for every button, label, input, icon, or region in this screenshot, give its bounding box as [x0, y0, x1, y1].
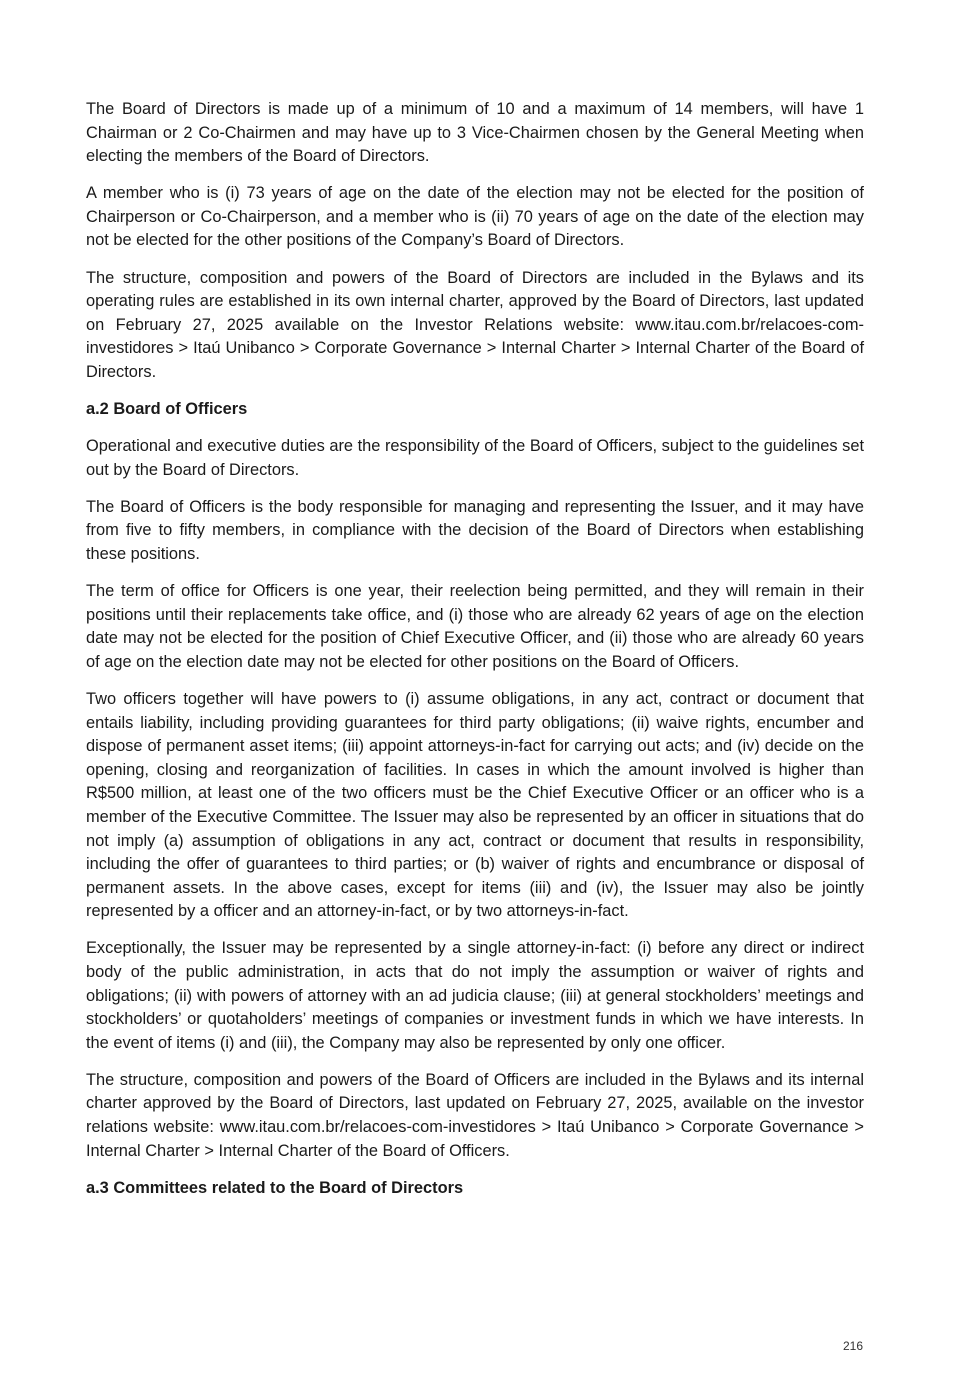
paragraph-officers-powers: Two officers together will have powers to (i) assume obligations, in any act, contract or document that entails liability, including providing guarantees for third party obligations; (ii) waive rights, encumber and dispose of permanent asset items; (iii) appoint attorneys-in-fact for carrying out acts; and (iv) decide on the opening, closing and reorganization of facilities. In cases in which the amount involved is higher than R$500 million, at least one of the two officers must be the Chief Executive Officer or an officer who is a member of the Executive Committee. The Issuer may also be represented by an officer in situations that do not imply (a) assumption of obligations in any act, contract or document that results in responsibility, including the offer of guarantees to third parties; or (b) waiver of rights and encumbrance or disposal of permanent assets. In the above cases, except for items (iii) and (iv), the Issuer may also be jointly represented by a officer and an attorney-in-fact, or by two attorneys-in-fact. [86, 689, 864, 921]
paragraph-attorney-in-fact: Exceptionally, the Issuer may be represented by a single attorney-in-fact: (i) before any direct or indirect body of the public administration, in acts that do not imply the assumption or waiver of rights and obligations; (ii) with powers of attorney with an ad judicia clause; (iii) at general stockholders’ meetings and stockholders’ or quotaholders’ meetings of companies or investment funds in which we have interests. In the event of items (i) and (iii), the Company may also be represented by only one officer. [86, 939, 864, 1052]
section-heading-board-of-officers: a.2 Board of Officers [86, 400, 248, 419]
paragraph-officers-body: The Board of Officers is the body responsible for managing and representing the Issuer, and it may have from five to fifty members, in compliance with the decision of the Board of Directors when establishing these positions. [86, 497, 864, 563]
document-body [86, 98, 864, 1214]
page-number: 216 [842, 1339, 863, 1353]
paragraph-officers-structure: The structure, composition and powers of the Board of Officers are included in the Bylaws and its internal charter approved by the Board of Directors, last updated on February 27, 2025, available on the investor relations website: www.itau.com.br/relacoes-com-investidores > Itaú Unibanco > Corporate Governance > Internal Charter > Internal Charter of the Board of Officers. [86, 1070, 864, 1160]
paragraph-officers-term: The term of office for Officers is one year, their reelection being permitted, and they will remain in their positions until their replacements take office, and (i) those who are already 62 years of age on the election date may not be elected for the position of Chief Executive Officer, and (ii) those who are already 60 years of age on the election date may not be elected for other positions on the Board of Officers. [86, 582, 864, 671]
paragraph-officers-duties: Operational and executive duties are the responsibility of the Board of Officers, subject to the guidelines set out by the Board of Directors. [86, 437, 864, 479]
paragraph-age-limits-directors: A member who is (i) 73 years of age on the date of the election may not be elected for the position of Chairperson or Co-Chairperson, and a member who is (ii) 70 years of age on the date of the election may not be elected for the other positions of the Company’s Board of Directors. [86, 184, 864, 250]
paragraph-board-composition: The Board of Directors is made up of a minimum of 10 and a maximum of 14 members, will have 1 Chairman or 2 Co-Chairmen and may have up to 3 Vice-Chairmen chosen by the General Meeting when electing the members of the Board of Directors. [86, 100, 864, 166]
paragraph-board-structure: The structure, composition and powers of the Board of Directors are included in the Bylaws and its operating rules are established in its own internal charter, approved by the Board of Directors, last updated on February 27, 2025 available on the Investor Relations website: www.itau.com.br/relacoes-com-investidores > Itaú Unibanco > Corporate Governance > Internal Charter > Internal Charter of the Board of Directors. [86, 268, 864, 381]
section-heading-committees: a.3 Committees related to the Board of Directors [86, 1178, 464, 1197]
